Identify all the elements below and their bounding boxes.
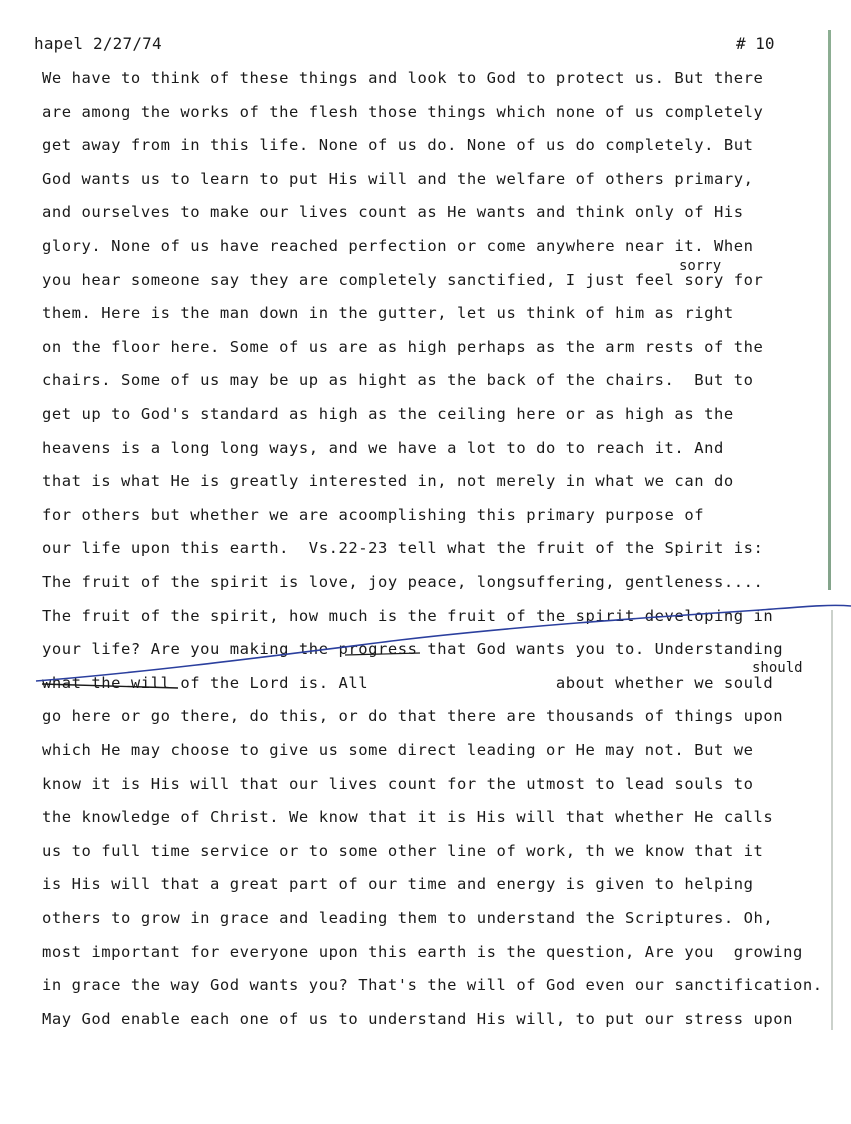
handwritten-insertion-sorry: sorry xyxy=(679,258,722,274)
text-line: the knowledge of Christ. We know that it is His will that whether He calls xyxy=(42,808,774,827)
text-line: are among the works of the flesh those things which none of us completely xyxy=(42,102,764,121)
text-line: go here or go there, do this, or do that there are thousands of things upon xyxy=(42,707,784,726)
text-line: others to grow in grace and leading them to understand the Scriptures. Oh, xyxy=(42,909,774,927)
text-line: know it is His will that our lives count for the utmost to lead souls to xyxy=(42,774,754,793)
text-line: glory. None of us have reached perfection or come anywhere near it. When xyxy=(42,237,754,255)
text-line: God wants us to learn to put His will and the welfare of others primary, xyxy=(42,169,754,188)
text-line: get up to God's standard as high as the ceiling here or as high as the xyxy=(42,405,734,423)
text-line: which He may choose to give us some direct leading or He may not. But we xyxy=(42,741,754,759)
text-line: May God enable each one of us to understand His will, to put our stress upon xyxy=(42,1009,794,1028)
page-number: # 10 xyxy=(736,34,775,53)
text-line: heavens is a long long ways, and we have a lot to do to reach it. And xyxy=(42,438,724,457)
text-line: that is what He is greatly interested in, not merely in what we can do xyxy=(42,472,734,491)
text-line: your life? Are you making the progress that God wants you to. Understanding xyxy=(42,640,784,659)
text-line: on the floor here. Some of us are as high perhaps as the arm rests of the xyxy=(42,337,764,356)
text-line: We have to think of these things and look to God to protect us. But there xyxy=(42,69,764,87)
text-line: most important for everyone upon this earth is the question, Are you growing xyxy=(42,942,803,961)
text-line: The fruit of the spirit, how much is the fruit of the spirit developing in xyxy=(42,606,774,625)
text-line: chairs. Some of us may be up as hight as the back of the chairs. But to xyxy=(42,371,754,390)
text-line: get away from in this life. None of us do. None of us do completely. But xyxy=(42,136,754,155)
text-line: what the will of the Lord is. All about whether we sould xyxy=(42,673,774,692)
text-line: you hear someone say they are completely sanctified, I just feel sory for xyxy=(42,270,764,289)
text-line: is His will that a great part of our time and energy is given to helping xyxy=(42,875,754,894)
text-line: and ourselves to make our lives count as He wants and think only of His xyxy=(42,203,744,222)
text-line: for others but whether we are acoomplishing this primary purpose of xyxy=(42,505,705,524)
text-line: us to full time service or to some other line of work, th we know that it xyxy=(42,841,764,860)
page-header-title: hapel 2/27/74 xyxy=(34,34,162,53)
pen-stroke-wavy-line xyxy=(36,605,851,681)
text-line: our life upon this earth. Vs.22-23 tell what the fruit of the Spirit is: xyxy=(42,539,764,558)
text-line: them. Here is the man down in the gutter, let us think of him as right xyxy=(42,304,734,323)
text-line: The fruit of the spirit is love, joy peace, longsuffering, gentleness.... xyxy=(42,573,764,591)
handwritten-insertion-should: should xyxy=(752,660,803,676)
pen-strike-progress xyxy=(345,653,420,655)
pen-strike-what-the-will xyxy=(42,684,178,688)
text-line: in grace the way God wants you? That's the will of God even our sanctification. xyxy=(42,976,823,995)
